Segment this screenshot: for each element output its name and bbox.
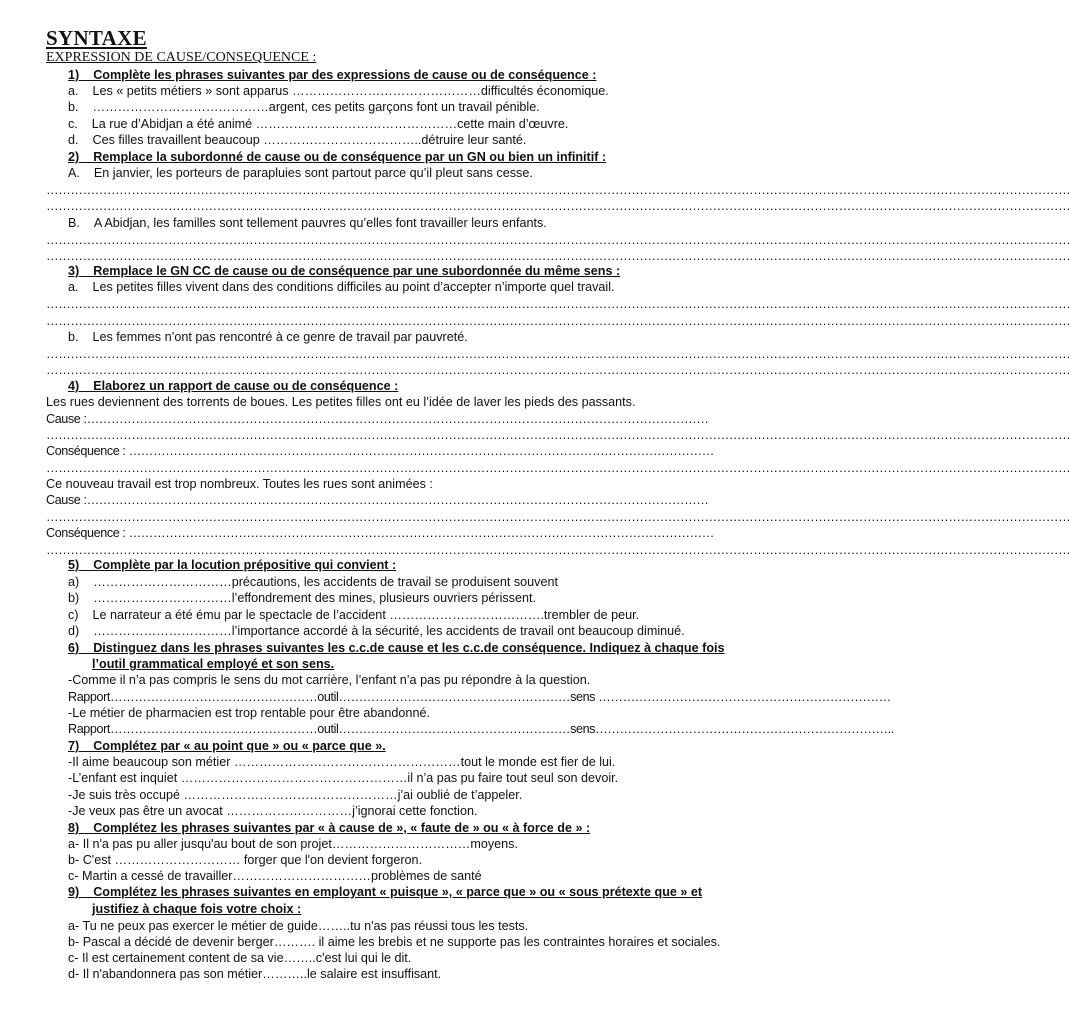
- consequence-line: Conséquence : ………………………………………………………………………………………………………………………………: [46, 444, 714, 458]
- question-3-item-a: a. Les petites filles vivent dans des conditions difficiles au point d’accepter n’importe quel travail.: [68, 280, 615, 294]
- question-1-item-c: c. La rue d’Abidjan a été animé …………………………………………cette main d’œuvre.: [68, 117, 569, 131]
- question-1-item-b: b. ……………………………………argent, ces petits garçons font un travail pénible.: [68, 100, 540, 114]
- answer-line: ………………………………………………………………………………………………………………………………………………………………………………………………………………………………: [46, 314, 1070, 328]
- question-5-item-b: b) ……………………………l’effondrement des mines, plusieurs ouvriers périssent.: [68, 591, 536, 605]
- question-6-sentence-2: -Le métier de pharmacien est trop rentable pour être abandonné.: [68, 706, 430, 720]
- question-5-item-a: a) ……………………………précautions, les accidents de travail se produisent souvent: [68, 575, 558, 589]
- question-7-item-1: -Il aime beaucoup son métier ………………………………………………tout le monde est fier de lui.: [68, 755, 616, 769]
- consequence-line: Conséquence : ………………………………………………………………………………………………………………………………: [46, 526, 714, 540]
- cause-line: Cause :………………………………………………………………………………………………………………………………………: [46, 493, 709, 507]
- answer-line: ………………………………………………………………………………………………………………………………………………………………………………………………………………………………: [46, 183, 1070, 197]
- question-2-heading: 2) Remplace la subordonné de cause ou de conséquence par un GN ou bien un infinitif :: [68, 150, 607, 164]
- question-1-heading: 1) Complète les phrases suivantes par des expressions de cause ou de conséquence :: [68, 68, 597, 82]
- question-6-heading: 6) Distinguez dans les phrases suivantes les c.c.de cause et les c.c.de conséquence. Indiquez à chaque fois: [68, 641, 725, 655]
- question-7-item-2: -L’enfant est inquiet ………………………………………………il n’a pas pu faire tout seul son devoir.: [68, 771, 619, 785]
- question-5-item-d: d) ……………………………l’importance accordé à la sécurité, les accidents de travail ont beaucoup diminué.: [68, 624, 685, 638]
- question-7-item-3: -Je suis très occupé ……………………………………………j’ai oublié de t’appeler.: [68, 788, 523, 802]
- question-9-item-c: c- Il est certainement content de sa vie……..c'est lui qui le dit.: [68, 951, 412, 965]
- answer-line: ………………………………………………………………………………………………………………………………………………………………………………………………………………………………: [46, 199, 1070, 213]
- page-subtitle: EXPRESSION DE CAUSE/CONSEQUENCE :: [46, 50, 317, 65]
- question-1-item-a: a. Les « petits métiers » sont apparus ………………………………………difficultés économique.: [68, 84, 609, 98]
- answer-line: ………………………………………………………………………………………………………………………………………………………………………………………………………………………………: [46, 297, 1070, 311]
- question-4-prompt-2: Ce nouveau travail est trop nombreux. Toutes les rues sont animées :: [46, 477, 433, 491]
- question-9-heading-cont: justifiez à chaque fois votre choix :: [92, 902, 302, 916]
- answer-line: ………………………………………………………………………………………………………………………………………………………………………………………………………………………………: [46, 428, 1070, 442]
- question-1-item-d: d. Ces filles travaillent beaucoup ………………………………..détruire leur santé.: [68, 133, 527, 147]
- question-9-item-a: a- Tu ne peux pas exercer le métier de guide……..tu n'as pas réussi tous les tests.: [68, 919, 529, 933]
- question-5-item-c: c) Le narrateur a été ému par le spectacle de l’accident ……………………………….trembler de peur.: [68, 608, 640, 622]
- question-3-item-b: b. Les femmes n’ont pas rencontré à ce genre de travail par pauvreté.: [68, 330, 468, 344]
- page-title: SYNTAXE: [46, 26, 147, 50]
- question-7-heading: 7) Complétez par « au point que » ou « parce que ».: [68, 739, 386, 753]
- cause-line: Cause :………………………………………………………………………………………………………………………………………: [46, 412, 709, 426]
- rapport-line: Rapport……………………………………………outil…………………………………………………sens………………………………………………………………..: [68, 722, 894, 736]
- rapport-line: Rapport……………………………………………outil…………………………………………………sens ………………………………………………………………: [68, 690, 891, 704]
- question-9-heading: 9) Complétez les phrases suivantes en employant « puisque », « parce que » ou « sous prétexte que » et: [68, 885, 703, 899]
- answer-line: ………………………………………………………………………………………………………………………………………………………………………………………………………………………………: [46, 510, 1070, 524]
- answer-line: ………………………………………………………………………………………………………………………………………………………………………………………………………………………………: [46, 461, 1070, 475]
- question-7-item-4: -Je veux pas être un avocat …………………………j’ignorai cette fonction.: [68, 804, 478, 818]
- question-4-heading: 4) Elaborez un rapport de cause ou de conséquence :: [68, 379, 399, 393]
- answer-line: ………………………………………………………………………………………………………………………………………………………………………………………………………………………………: [46, 249, 1070, 263]
- answer-line: ………………………………………………………………………………………………………………………………………………………………………………………………………………………………: [46, 233, 1070, 247]
- question-8-item-a: a- Il n'a pas pu aller jusqu'au bout de son projet……………………………moyens.: [68, 837, 518, 851]
- question-6-heading-cont: l’outil grammatical employé et son sens.: [92, 657, 335, 671]
- question-9-item-d: d- Il n'abandonnera pas son métier………..le salaire est insuffisant.: [68, 967, 442, 981]
- answer-line: ………………………………………………………………………………………………………………………………………………………………………………………………………………………………: [46, 363, 1070, 377]
- question-8-item-c: c- Martin a cessé de travailler……………………………problèmes de santé: [68, 869, 482, 883]
- question-4-prompt-1: Les rues deviennent des torrents de boues. Les petites filles ont eu l’idée de laver les pieds des passants.: [46, 395, 636, 409]
- question-8-heading: 8) Complétez les phrases suivantes par « à cause de », « faute de » ou « à force de » :: [68, 821, 591, 835]
- question-3-heading: 3) Remplace le GN CC de cause ou de conséquence par une subordonnée du même sens :: [68, 264, 621, 278]
- question-8-item-b: b- C'est ………………………… forger que l'on devient forgeron.: [68, 853, 423, 867]
- answer-line: ………………………………………………………………………………………………………………………………………………………………………………………………………………………………: [46, 543, 1070, 557]
- question-6-sentence-1: -Comme il n’a pas compris le sens du mot carrière, l’enfant n’a pas pu répondre à la question.: [68, 673, 591, 687]
- question-9-item-b: b- Pascal a décidé de devenir berger………. il aime les brebis et ne supporte pas les contraintes horaires et sociales.: [68, 935, 721, 949]
- question-2-item-b: B. A Abidjan, les familles sont tellement pauvres qu’elles font travailler leurs enfants.: [68, 216, 547, 230]
- answer-line: ………………………………………………………………………………………………………………………………………………………………………………………………………………………………: [46, 347, 1070, 361]
- question-2-item-a: A. En janvier, les porteurs de parapluies sont partout parce qu’il pleut sans cesse.: [68, 166, 533, 180]
- question-5-heading: 5) Complète par la locution prépositive qui convient :: [68, 558, 397, 572]
